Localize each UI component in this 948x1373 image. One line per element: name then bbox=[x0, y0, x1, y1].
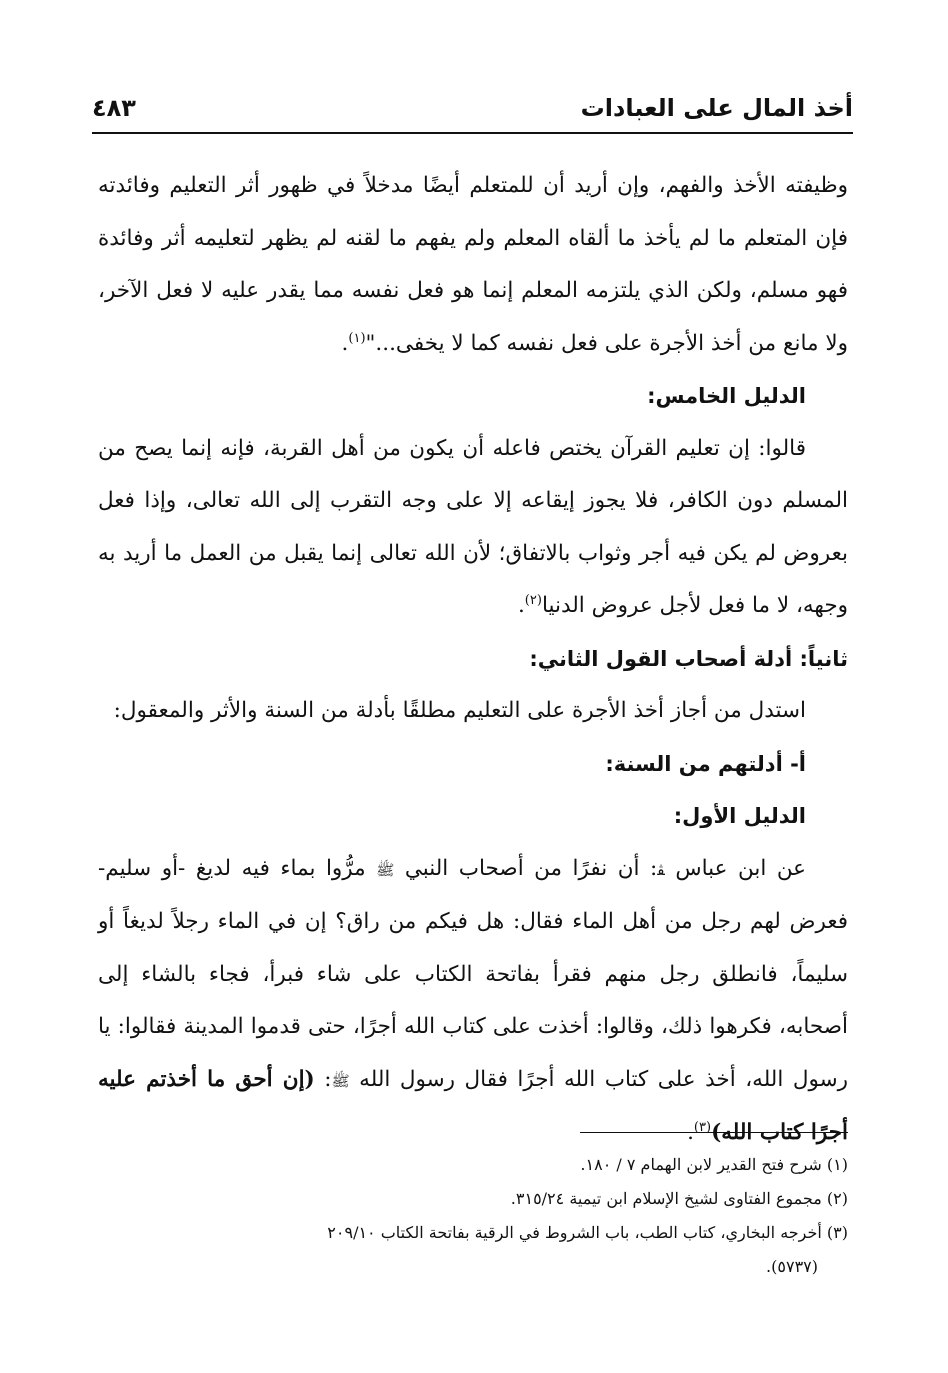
heading-second-opinion: ثانياً: أدلة أصحاب القول الثاني: bbox=[529, 646, 848, 671]
main-text bbox=[98, 160, 848, 1160]
honorific-glyph: ﷺ bbox=[331, 1071, 350, 1090]
paragraph-text: قالوا: إن تعليم القرآن يختص فاعله أن يكون من أهل القربة، فإنه إنما يصح من المسلم دون الكافر، فلا يجوز إيقاعه إلا على وجه التقرب إلى الله تعالى، وإذا فعل بعروض لم يكن فيه أجر وثواب بالاتفاق؛ لأن الله تعالى إنما يقبل من العمل ما أريد به وجهه، لا ما فعل لأجل عروض الدنيا bbox=[98, 435, 848, 618]
hadith-text-b: : أن نفرًا من أصحاب النبي bbox=[404, 855, 658, 881]
heading-sunnah-evidence: أ- أدلتهم من السنة: bbox=[605, 751, 806, 776]
paragraph-continuation bbox=[98, 160, 848, 370]
paragraph-end: . bbox=[517, 593, 525, 618]
hadith-text-a: عن ابن عباس bbox=[675, 855, 807, 881]
honorific-glyph: ﷺ bbox=[376, 860, 395, 879]
footnote-ref: (٣) bbox=[693, 1119, 712, 1135]
footnote-ref: (١) bbox=[348, 330, 366, 346]
footnote-3-continuation: (٥٧٣٧). bbox=[766, 1257, 818, 1276]
paragraph-end: . bbox=[341, 330, 349, 356]
honorific-glyph: ﭭ bbox=[657, 860, 665, 879]
paragraph-text: وظيفته الأخذ والفهم، وإن أريد أن للمتعلم أيضًا مدخلاً في ظهور أثر التعليم وفائدته فإن المتعلم ما لم يأخذ ما ألقاه المعلم ولم يفهم ما لقنه لم يظهر لتعليمه أثر وفائدة فهو مسلم، ولكن الذي يلتزمه المعلم إنما هو فعل نفسه مما يقدر عليه لا فعل الآخر، ولا مانع من أخذ الأجرة على فعل نفسه كما لا يخفى..." bbox=[98, 173, 848, 356]
hadith-text-c: مرُّوا بماء فيه لديغ -أو سليم- فعرض لهم رجل من أهل الماء فقال: هل فيكم من راق؟ إن في الماء رجلاً لديغاً أو سليماً، فانطلق رجل منهم فقرأ بفاتحة الكتاب على شاء فبرأ، فجاء بالشاء إلى أصحابه، فكرهوا ذلك، وقالوا: أخذت على كتاب الله أجرًا، حتى قدموا المدينة فقالوا: يا رسول الله، أخذ على كتاب الله أجرًا فقال رسول الله bbox=[98, 855, 848, 1092]
hadith-quote: (إن أحق ما أخذتم عليه أجرًا كتاب الله) bbox=[98, 1066, 848, 1145]
heading-fifth-evidence: الدليل الخامس: bbox=[647, 384, 806, 408]
footnote-2: (٢) مجموع الفتاوى لشيخ الإسلام ابن تيمية ٣١٥/٢٤. bbox=[510, 1189, 848, 1208]
paragraph-end: . bbox=[687, 1120, 694, 1145]
heading-first-evidence: الدليل الأول: bbox=[673, 804, 806, 828]
paragraph-fifth-evidence bbox=[98, 423, 848, 633]
footnote-divider bbox=[580, 1132, 848, 1133]
paragraph-hadith bbox=[98, 843, 848, 1160]
footnotes bbox=[98, 1148, 848, 1284]
paragraph-second-opinion: استدل من أجاز أخذ الأجرة على التعليم مطلقًا بأدلة من السنة والأثر والمعقول: bbox=[113, 698, 806, 723]
footnote-3: (٣) أخرجه البخاري، كتاب الطب، باب الشروط في الرقية بفاتحة الكتاب ٢٠٩/١٠ bbox=[327, 1223, 848, 1242]
header-title: أخذ المال على العبادات bbox=[580, 94, 853, 122]
page-number: ٤٨٣ bbox=[92, 94, 136, 122]
footnote-1: (١) شرح فتح القدير لابن الهمام ٧ / ١٨٠. bbox=[580, 1155, 848, 1174]
hadith-text-d: : bbox=[324, 1066, 332, 1092]
footnote-ref: (٢) bbox=[524, 592, 542, 608]
running-header bbox=[92, 88, 853, 134]
